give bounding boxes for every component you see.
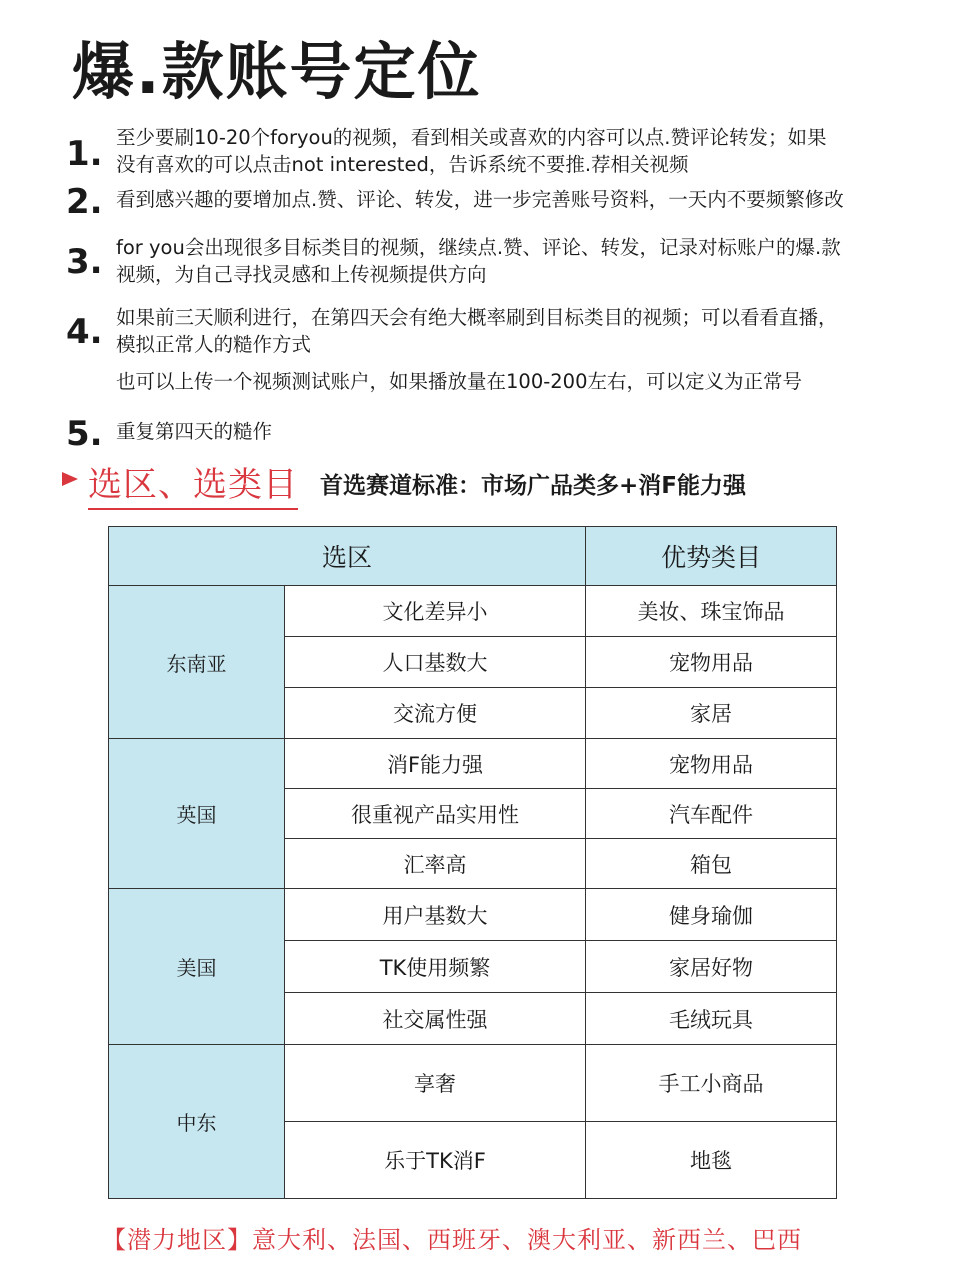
step-text: for you会出现很多目标类目的视频，继续点.赞、评论、转发，记录对标账户的爆.款 视频，为自己寻找灵感和上传视频提供方向 (116, 236, 841, 286)
feature-cell: 交流方便 (285, 688, 586, 739)
step-3 (66, 234, 906, 294)
feature-cell: 汇率高 (285, 839, 586, 889)
category-cell: 宠物用品 (586, 637, 837, 688)
table-row (109, 739, 837, 789)
region-usa: 美国 (109, 889, 285, 1045)
feature-cell: TK使用频繁 (285, 941, 586, 993)
feature-cell: 人口基数大 (285, 637, 586, 688)
section-header (62, 462, 922, 512)
feature-cell: 文化差异小 (285, 586, 586, 637)
step-5 (66, 416, 906, 452)
region-uk: 英国 (109, 739, 285, 889)
feature-cell: 享奢 (285, 1045, 586, 1122)
category-cell: 汽车配件 (586, 789, 837, 839)
table-row (109, 1045, 837, 1122)
table-row (109, 889, 837, 941)
feature-cell: 乐于TK消F (285, 1122, 586, 1199)
feature-cell: 用户基数大 (285, 889, 586, 941)
step-text: 如果前三天顺利进行，在第四天会有绝大概率刷到目标类目的视频；可以看看直播， 模拟正常人的糙作方式 (116, 306, 838, 356)
step-1 (66, 124, 906, 184)
table-header-row (109, 527, 837, 586)
category-cell: 手工小商品 (586, 1045, 837, 1122)
potential-regions: 【潜力地区】意大利、法国、西班牙、澳大利亚、新西兰、巴西 (102, 1226, 802, 1254)
step-4 (66, 304, 906, 400)
category-cell: 地毯 (586, 1122, 837, 1199)
category-cell: 美妆、珠宝饰品 (586, 586, 837, 637)
category-cell: 家居好物 (586, 941, 837, 993)
category-cell: 毛绒玩具 (586, 993, 837, 1045)
category-cell: 箱包 (586, 839, 837, 889)
category-cell: 健身瑜伽 (586, 889, 837, 941)
step-text: 至少要刷10-20个foryou的视频，看到相关或喜欢的内容可以点.赞评论转发；如果 没有喜欢的可以点击not interested，告诉系统不要推.荐相关视频 (116, 126, 827, 176)
section-heading: 选区、选类目 (88, 462, 298, 510)
table-row (109, 586, 837, 637)
page-title: 爆.款账号定位 (72, 35, 482, 108)
step-text: 看到感兴趣的要增加点.赞、评论、转发，进一步完善账号资料，一天内不要频繁修改 (116, 188, 844, 211)
region-middle-east: 中东 (109, 1045, 285, 1199)
step-text: 重复第四天的糙作 (116, 420, 273, 443)
step-number: 3. (66, 242, 103, 282)
step-number: 4. (66, 312, 103, 352)
step-2 (66, 182, 906, 222)
step-4-note: 也可以上传一个视频测试账户，如果播放量在100-200左右，可以定义为正常号 (116, 370, 802, 393)
category-cell: 宠物用品 (586, 739, 837, 789)
step-number: 1. (66, 134, 103, 174)
category-cell: 家居 (586, 688, 837, 739)
region-southeast-asia: 东南亚 (109, 586, 285, 739)
step-number: 5. (66, 414, 103, 454)
step-number: 2. (66, 182, 103, 222)
feature-cell: 消F能力强 (285, 739, 586, 789)
feature-cell: 社交属性强 (285, 993, 586, 1045)
header-category: 优势类目 (586, 527, 837, 586)
feature-cell: 很重视产品实用性 (285, 789, 586, 839)
region-table (108, 526, 837, 1199)
track-standard: 首选赛道标准：市场广品类多+消F能力强 (320, 473, 746, 499)
header-region: 选区 (109, 527, 586, 586)
arrow-icon (62, 472, 78, 486)
